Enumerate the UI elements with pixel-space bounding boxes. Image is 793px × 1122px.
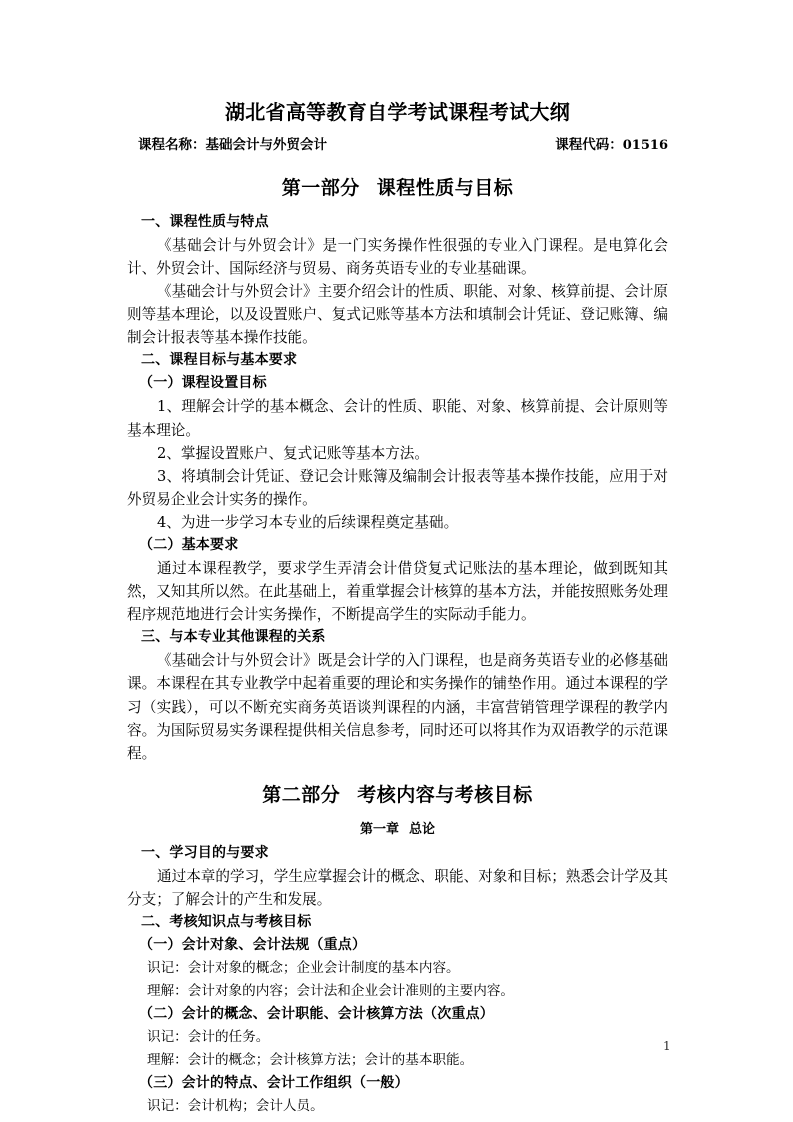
section-heading-1-2: 二、课程目标与基本要求 <box>141 352 298 369</box>
chapter-heading-prefix: 第一章 <box>359 821 399 837</box>
section-heading-1-1: 一、课程性质与特点 <box>141 214 269 230</box>
paragraph: 《基础会计与外贸会计》既是会计学的入门课程，也是商务英语专业的必修基础课。本课程在其专业教学中起着重要的理论和实务操作的铺垫作用。通过本课程的学习（实践），可以不断充实商务英语谈判课程的内涵，丰富营销管理学课程的教学内容。为国际贸易实务课程提供相关信息参考，同时还可以将其作为双语教学的示范课程。 <box>127 652 668 762</box>
list-item: 3、将填制会计凭证、登记会计账簿及编制会计报表等基本操作技能，应用于对外贸易企业会计实务的操作。 <box>127 467 668 508</box>
part-two-heading-prefix: 第二部分 <box>262 783 341 806</box>
paragraph: 通过本课程教学，要求学生弄清会计借贷复式记账法的基本理论，做到既知其然，又知其所以然。在此基础上，着重掌握会计核算的基本方法，并能按照账务处理程序规范地进行会计实务操作，不断提高学生的实际动手能力。 <box>127 560 668 624</box>
knowledge-group-heading-2: （二）会计的概念、会计职能、会计核算方法（次重点） <box>139 1005 494 1022</box>
paragraph: 《基础会计与外贸会计》主要介绍会计的性质、职能、对象、核算前提、会计原则等基本理论，以及设置账户、复式记账等基本方法和填制会计凭证、登记账簿、编制会计报表等基本操作技能。 <box>127 283 668 347</box>
course-code-value: 01516 <box>622 138 668 153</box>
course-code-label: 课程代码： <box>555 137 623 153</box>
section-heading-1-3: 三、与本专业其他课程的关系 <box>141 629 326 646</box>
chapter-heading-suffix: 总论 <box>409 821 436 837</box>
part-one-heading <box>127 171 668 205</box>
paragraph: 通过本章的学习，学生应掌握会计的概念、职能、对象和目标；熟悉会计学及其分支；了解会计的产生和发展。 <box>127 867 668 908</box>
part-two-heading-suffix: 考核内容与考核目标 <box>357 783 533 806</box>
section-heading-2-2: 二、考核知识点与考核目标 <box>141 913 312 930</box>
part-one-heading-prefix: 第一部分 <box>281 177 360 199</box>
course-info-line <box>127 133 668 158</box>
page-number: 1 <box>663 1039 671 1053</box>
knowledge-line: 识记：会计机构；会计人员。 <box>147 1097 324 1114</box>
course-code <box>555 133 668 158</box>
course-name-label: 课程名称： <box>138 137 206 153</box>
subsection-heading-1-2-2: （二）基本要求 <box>139 537 239 554</box>
knowledge-line: 识记：会计对象的概念；企业会计制度的基本内容。 <box>147 959 460 976</box>
course-name <box>138 133 327 158</box>
page-title: 湖北省高等教育自学考试课程考试大纲 <box>224 100 571 124</box>
list-item: 2、掌握设置账户、复式记账等基本方法。 <box>157 444 429 462</box>
section-heading-2-1: 一、学习目的与要求 <box>141 844 269 861</box>
part-one-heading-suffix: 课程性质与目标 <box>376 177 514 199</box>
knowledge-group-heading-3: （三）会计的特点、会计工作组织（一般） <box>139 1074 409 1091</box>
chapter-heading <box>127 818 668 841</box>
subsection-heading-1-2-1: （一）课程设置目标 <box>139 375 267 392</box>
knowledge-line: 理解：会计对象的内容；会计法和企业会计准则的主要内容。 <box>147 982 515 999</box>
list-item: 1、理解会计学的基本概念、会计的性质、职能、对象、核算前提、会计原则等基本理论。 <box>127 398 668 439</box>
part-two-heading <box>127 778 668 812</box>
knowledge-line: 理解：会计的概念；会计核算方法；会计的基本职能。 <box>147 1051 474 1068</box>
paragraph: 《基础会计与外贸会计》是一门实务操作性很强的专业入门课程。是电算化会计、外贸会计、国际经济与贸易、商务英语专业的专业基础课。 <box>127 237 668 278</box>
knowledge-group-heading-1: （一）会计对象、会计法规（重点） <box>139 936 367 953</box>
page-content <box>127 97 668 1118</box>
course-name-value: 基础会计与外贸会计 <box>205 137 327 153</box>
list-item: 4、为进一步学习本专业的后续课程奠定基础。 <box>157 513 459 531</box>
knowledge-line: 识记：会计的任务。 <box>147 1028 270 1045</box>
